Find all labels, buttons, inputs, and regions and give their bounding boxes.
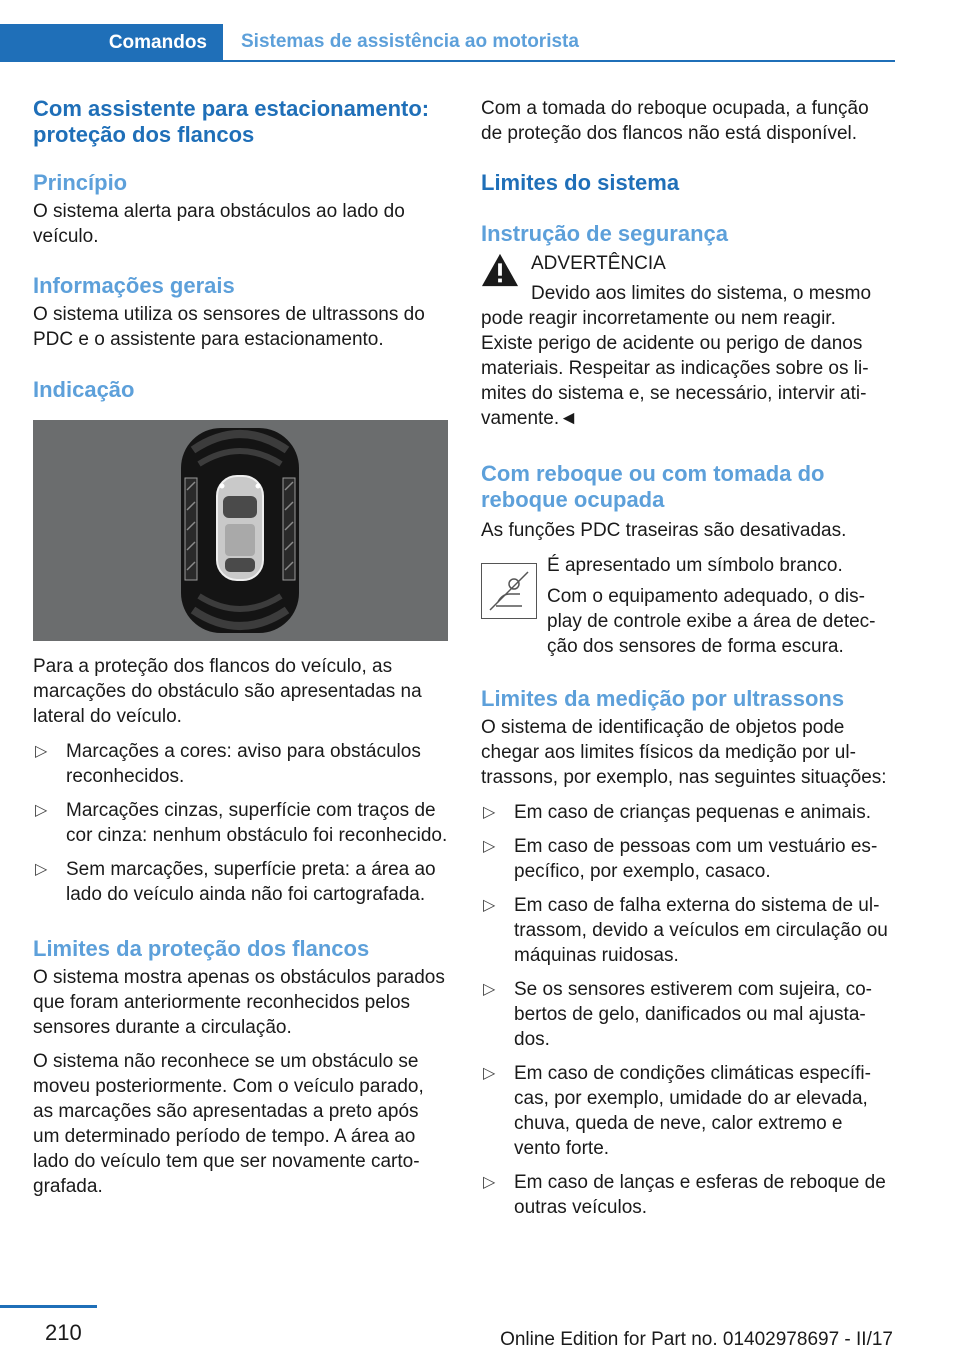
page-title: Com assistente para estacionamento: proteção dos flancos (33, 96, 430, 147)
bullet-triangle-icon: ▷ (35, 802, 48, 819)
list-item: ▷ Em caso de pessoas com um vestuário específico, por exemplo, casaco. (483, 836, 878, 882)
edition-note: Online Edition for Part no. 01402978697 - II/17 (500, 1329, 893, 1350)
limits-text-2: O sistema não reconhece se um obstáculo se moveu posteriormente. Com o veículo parado, as marcações são apresentadas a preto após um determinado período de tempo. A área ao lado do veículo tem que ser novamente cartografada. (33, 1051, 424, 1197)
safety-heading: Instrução de segurança (481, 221, 728, 246)
header-bar (0, 24, 895, 62)
ultrasound-text: O sistema de identificação de objetos pode chegar aos limites físicos da medição por ultrassons, por exemplo, nas seguintes situações: (481, 717, 887, 788)
list-item: ▷ Em caso de falha externa do sistema de ultrassom, devido a veículos em circulação ou máquinas ruidosas. (483, 895, 888, 966)
trailer-text: As funções PDC traseiras são desativadas. (481, 520, 847, 541)
page-number: 210 (45, 1320, 82, 1345)
ultrasound-list (481, 800, 891, 1220)
list-item: ▷ Sem marcações, superfície preta: a área ao lado do veículo ainda não foi cartografada. (35, 859, 436, 905)
trailer-heading: Com reboque ou com tomada do reboque ocupada (481, 461, 825, 512)
list-item: ▷ Marcações cinzas, superfície com traços de cor cinza: nenhum obstáculo foi reconhecido. (35, 800, 448, 846)
bullet-triangle-icon: ▷ (483, 1065, 496, 1082)
marking-list (33, 739, 448, 907)
list-item: ▷ Se os sensores estiverem com sujeira, cobertos de gelo, danificados ou mal ajustados. (483, 979, 872, 1050)
warning-triangle-icon (481, 251, 519, 289)
intro-text: Com a tomada do reboque ocupada, a função de proteção dos flancos não está disponível. (481, 98, 869, 144)
bullet-triangle-icon: ▷ (35, 743, 48, 760)
bullet-triangle-icon: ▷ (483, 804, 496, 821)
warning-label: ADVERTÊNCIA (531, 253, 666, 274)
bullet-triangle-icon: ▷ (483, 981, 496, 998)
chapter-tab[interactable]: Sistemas de assistência ao motorista (223, 24, 895, 62)
right-column (481, 96, 891, 1229)
side-protection-figure (33, 420, 448, 641)
footer-accent-line (0, 1305, 97, 1308)
bullet-triangle-icon: ▷ (483, 838, 496, 855)
ultrasound-heading: Limites da medição por ultrassons (481, 686, 845, 711)
list-item: ▷ Em caso de crianças pequenas e animais. (483, 802, 871, 823)
trailer-symbol-block (481, 553, 891, 659)
left-column (33, 96, 448, 1199)
general-info-text: O sistema utiliza os sensores de ultrassons do PDC e o assistente para estacionamento. (33, 304, 425, 350)
list-item: ▷ Marcações a cores: aviso para obstáculos reconhecidos. (35, 741, 421, 787)
bullet-triangle-icon: ▷ (483, 897, 496, 914)
bullet-triangle-icon: ▷ (483, 1174, 496, 1191)
trailer-socket-symbol-icon (481, 563, 537, 619)
limits-text-1: O sistema mostra apenas os obstáculos parados que foram anteriormente reconhecidos pelos sensores durante a circulação. (33, 967, 445, 1038)
symbol-text-2: Com o equipamento adequado, o display de controle exibe a área de detecção dos sensores de forma escura. (547, 586, 876, 657)
warning-text: Devido aos limites do sistema, o mesmo pode reagir incorretamente ou nem reagir. Existe perigo de acidente ou perigo de danos materiais. Respeitar as indicações sobre os limites do sistema e, se necessário, intervir ativamente.◄ (481, 283, 872, 429)
principle-heading: Princípio (33, 170, 128, 195)
principle-text: O sistema alerta para obstáculos ao lado do veículo. (33, 201, 405, 247)
symbol-text-1: É apresentado um símbolo branco. (547, 555, 843, 576)
list-item: ▷ Em caso de lanças e esferas de reboque de outras veículos. (483, 1172, 886, 1218)
list-item: ▷ Em caso de condições climáticas específicas, por exemplo, umidade do ar elevada, chuva, queda de neve, calor extremo e vento forte. (483, 1063, 871, 1159)
limits-heading: Limites da proteção dos flancos (33, 936, 370, 961)
system-limits-heading: Limites do sistema (481, 170, 680, 195)
warning-block (481, 251, 891, 431)
indication-heading: Indicação (33, 377, 135, 402)
bullet-triangle-icon: ▷ (35, 861, 48, 878)
section-tab[interactable]: Comandos (0, 24, 223, 62)
general-info-heading: Informações gerais (33, 273, 235, 298)
figure-caption: Para a proteção dos flancos do veículo, as marcações do obstáculo são apresentadas na lateral do veículo. (33, 656, 422, 727)
vehicle-display-illustration (33, 420, 448, 641)
